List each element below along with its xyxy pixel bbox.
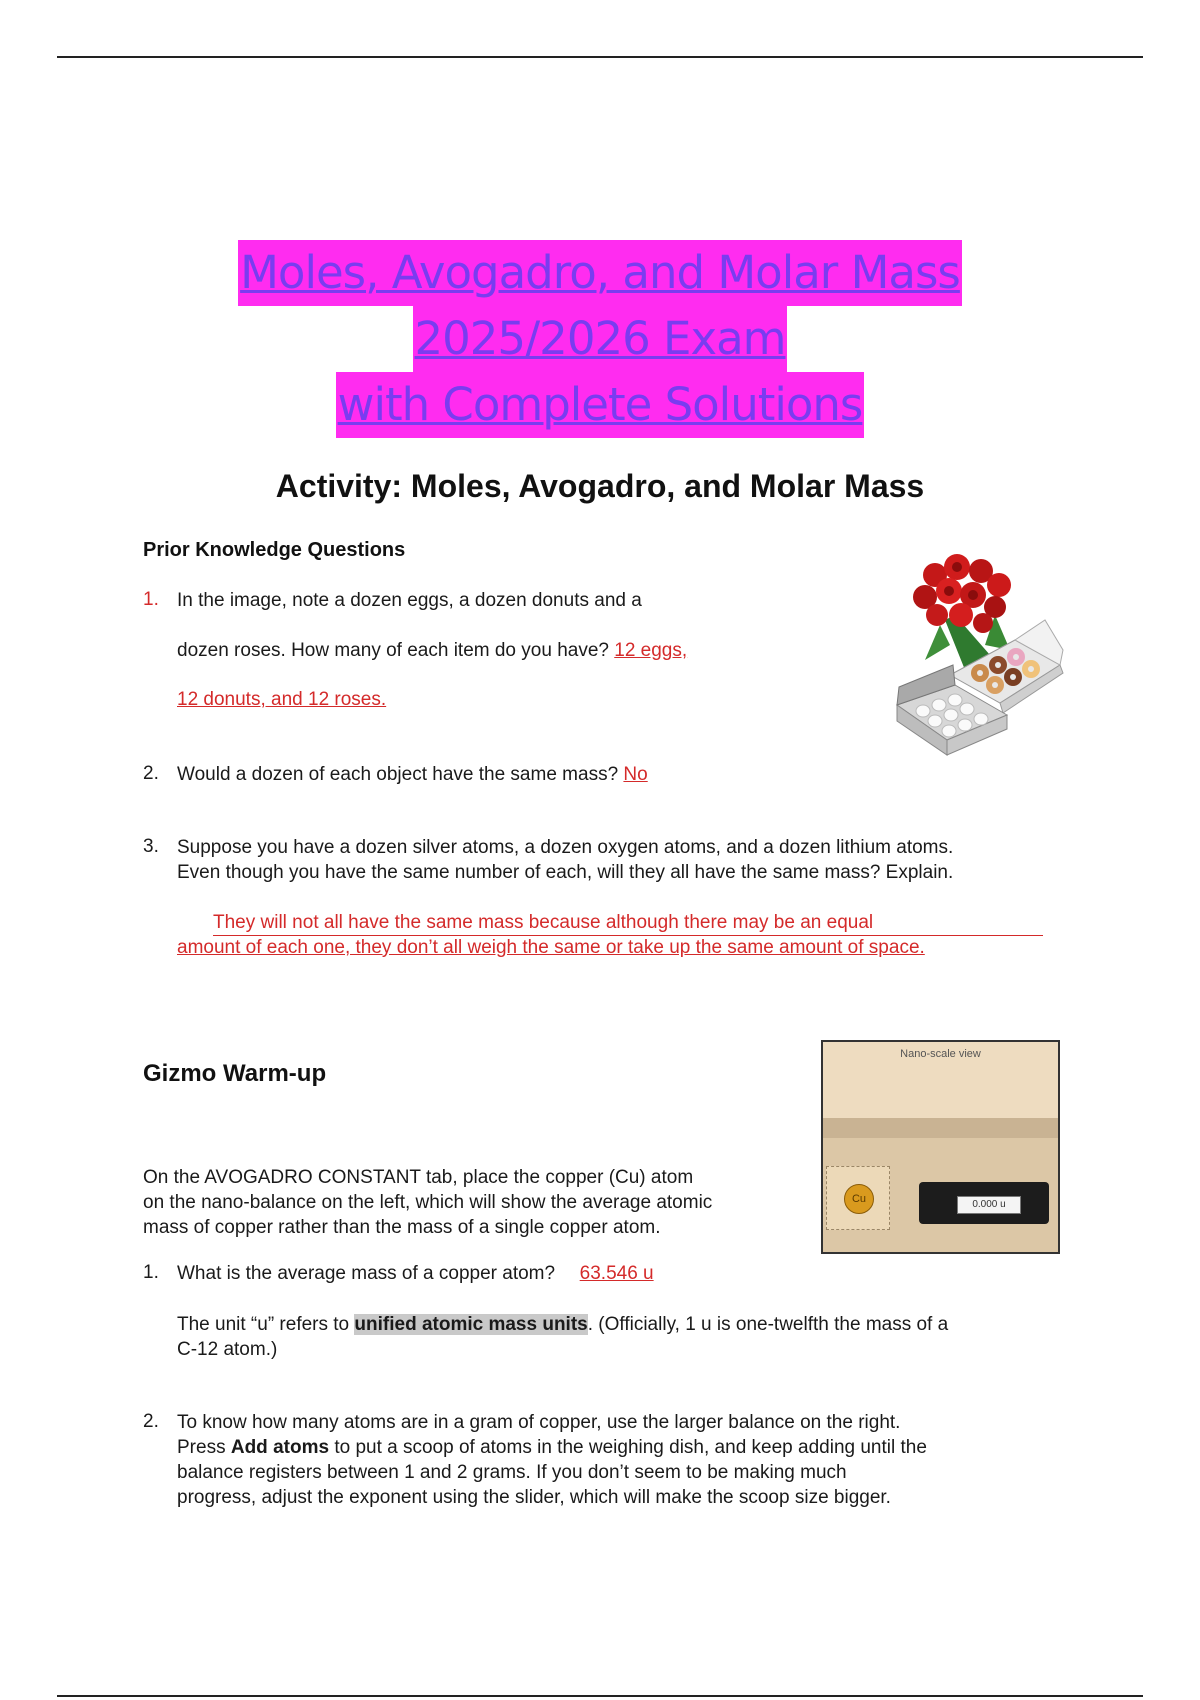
unit-note-line1 <box>177 1312 948 1337</box>
gizmo-q2-number: 2. <box>143 1411 159 1432</box>
pk-q1-number: 1. <box>143 589 159 610</box>
copper-atom-icon[interactable]: Cu <box>844 1184 874 1214</box>
activity-heading: Activity: Moles, Avogadro, and Molar Mass <box>275 468 925 504</box>
pk-q1-line2: dozen roses. How many of each item do you have? <box>177 640 609 661</box>
pk-q3-line2: Even though you have the same number of each, will they all have the same mass? Explain. <box>177 862 954 883</box>
prior-knowledge-heading: Prior Knowledge Questions <box>143 539 406 561</box>
balance-readout: 0.000 u <box>957 1196 1021 1214</box>
gizmo-q2-line1: To know how many atoms are in a gram of copper, use the larger balance on the right. <box>177 1412 901 1433</box>
pk-q1-line2-wrap <box>177 638 687 663</box>
pk-q2-text: Would a dozen of each object have the same mass? <box>177 764 619 785</box>
gizmo-intro-line3: mass of copper rather than the mass of a single copper atom. <box>143 1217 661 1238</box>
nano-scale-view-panel <box>821 1040 1060 1254</box>
dozen-items-illustration <box>895 545 1065 760</box>
unit-note-highlight: unified atomic mass units <box>354 1314 588 1335</box>
pk-q3-number: 3. <box>143 836 159 857</box>
gizmo-q2-line4: progress, adjust the exponent using the slider, which will make the scoop size bigger. <box>177 1487 891 1508</box>
gizmo-q2-line3: balance registers between 1 and 2 grams. If you don’t seem to be making much <box>177 1462 847 1483</box>
pk-q1-line1: In the image, note a dozen eggs, a dozen donuts and a <box>177 590 642 611</box>
top-rule <box>57 56 1143 58</box>
gizmo-q2-line2 <box>177 1435 927 1460</box>
nano-balance <box>919 1182 1049 1224</box>
gizmo-q1-answer: 63.546 u <box>579 1263 654 1284</box>
title-line-1: Moles, Avogadro, and Molar Mass <box>238 240 962 306</box>
panel-label: Nano-scale view <box>900 1048 981 1060</box>
gizmo-q1-wrap <box>177 1261 654 1286</box>
pk-q3-line1: Suppose you have a dozen silver atoms, a dozen oxygen atoms, and a dozen lithium atoms. <box>177 837 954 858</box>
pk-q1-answer-b: 12 donuts, and 12 roses. <box>177 689 387 710</box>
gizmo-q1-number: 1. <box>143 1262 159 1283</box>
pk-q2-wrap <box>177 762 648 787</box>
gizmo-q2-line2-post: to put a scoop of atoms in the weighing dish, and keep adding until the <box>329 1437 927 1458</box>
gizmo-heading: Gizmo Warm-up <box>143 1060 327 1087</box>
title-line-3: with Complete Solutions <box>336 372 865 438</box>
pk-q2-number: 2. <box>143 763 159 784</box>
unit-note-post: . (Officially, 1 u is one-twelfth the mass of a <box>587 1314 949 1335</box>
bottom-rule <box>57 1695 1143 1697</box>
gizmo-q2-line2-pre: Press <box>177 1437 231 1458</box>
pk-q3-answer-line1: They will not all have the same mass because although there may be an equal <box>213 910 1043 936</box>
pk-q2-answer: No <box>623 764 648 785</box>
add-atoms-label: Add atoms <box>230 1437 330 1458</box>
unit-note-pre: The unit “u” refers to <box>177 1314 355 1335</box>
document-title <box>0 240 1200 438</box>
unit-note-line2: C-12 atom.) <box>177 1339 278 1360</box>
gizmo-intro-line2: on the nano-balance on the left, which will show the average atomic <box>143 1192 713 1213</box>
gizmo-intro-line1: On the AVOGADRO CONSTANT tab, place the copper (Cu) atom <box>143 1167 694 1188</box>
gizmo-q1-text: What is the average mass of a copper atom? <box>177 1263 556 1284</box>
title-line-2: 2025/2026 Exam <box>413 306 788 372</box>
atom-tray <box>826 1166 890 1230</box>
panel-shelf <box>823 1118 1058 1138</box>
pk-q3-answer-line2: amount of each one, they don’t all weigh the same or take up the same amount of space. <box>177 937 925 958</box>
pk-q1-answer-a: 12 eggs, <box>614 640 688 661</box>
